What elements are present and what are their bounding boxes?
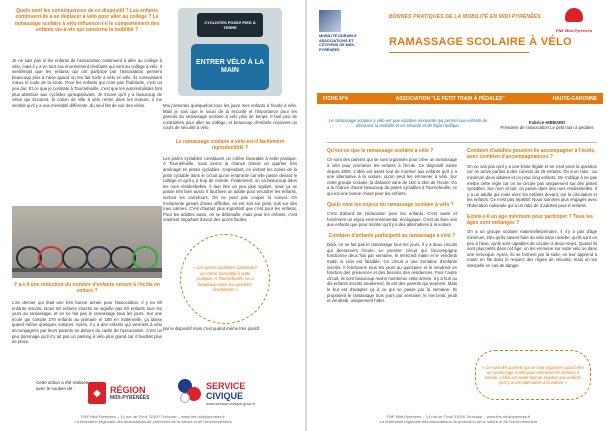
bike-wheel-icon <box>38 246 64 270</box>
question-stakes: Quels sont les enjeux du ramassage scolaire à vélo ? <box>327 201 454 208</box>
answer-car-reduction-end: par le dispositif mais c'est quand même très positif. <box>163 326 261 331</box>
bike-wheel-icon <box>86 246 112 270</box>
answer-consequences: Je ne sais pas si les enfants de l'association continuent à aller au collège à vélo, mais il y a en tout cas énormément d'enfants qui vont au collège à vélo. Il semblerait que les enfants qui ont participé par l'association pensent beaucoup plus à l'aise quand on les fait sortir à vélo en ville, ils connaissent mieux le code de la route. Pour les enfants qui n'ont pas l'habitude, c'est un peu dur. Et ce que je constate à Tournefeuille, c'est que les automobilistes font plus attention aux cyclistes qu'auparavant. Je trouve qu'il y a beaucoup de vélos qui circulent, la notion de ville à vélo rentre dans les mœurs, il me semble qu'il y a une mentalité différente, du seul fait de voir des vélos. <box>12 58 162 108</box>
brand-line: BONNES PRATIQUES DE LA MOBILITÉ EN MIDI-PYRÉNÉES <box>389 14 541 20</box>
pull-quote-box-text: « Ce sont des parents qui se sont organisés pour créer un ramassage à vélo pour emmener les enfants à l'école. L'idée est avant tout de montrer aux enfants qu'il y a une alternative à la voiture » <box>482 364 584 386</box>
info-tab-bar <box>317 93 603 104</box>
answer-stakes: C'est d'abord de l'éducation pour les enfants. C'est aussi et forcément un enjeu environnemental, écologique. C'est de faire voir aux enfants que pour monter qu'il y a des alternatives à la voiture. <box>327 210 457 228</box>
signature-role: Président de l'association Le petit train à pédales <box>500 125 594 131</box>
bike-rack <box>12 268 162 272</box>
answer-reproducible: Les pistes cyclables constituent un critère favorable à cette pratique. À Tournefeuille, nous avons la chance d'avoir un quartier très aménagé en pistes cyclables. Cependant, en évitant les zones de la piste cyclable dans le circuit qu'on emprunte car elle passe devant le collège et qu'il y a trop de monde. Finalement, on va beaucoup dans les rues résidentielles. Il faut être un peu plus vigilant, mais ça se passe très bien aussi. Il faut bien un adulte pour encadrer les enfants, surtout les carrefours. On ne peut pas couper la convoi. On n'emprunte jamais d'axes difficiles, on est soit sur piste, soit sur des rues calmes. C'est d'autant plus important que c'est pour les enfants. Pour les adultes aussi, on se débrouille, mais pour les enfants, c'est vraiment important d'avoir des accès faciles. <box>163 155 297 223</box>
pull-quote-text: « Les pistes cyclables constituent un critère favorable à cette pratique. À Tournefeuille, on a beaucoup dans les quartiers résidentiels » <box>193 265 257 293</box>
page-title: RAMASSAGE SCOLAIRE À VÉLO <box>389 36 572 48</box>
title-underline <box>389 52 529 53</box>
region-logo <box>88 377 164 409</box>
road-sign-photo <box>178 8 282 96</box>
tab-department: HAUTE-GARONNE <box>552 95 597 102</box>
paragraph-school: Moi j'aimerais quelquefois tous les jours mes enfants à l'école à vélo. Mais je sais que le souci de la sécurité et l'importance pour les parents du ramassage scolaire à vélo plus de temps. Il faut peu de contraintes pour aller au collège, et beaucoup d'enfants reçoivent un cours de sécurité à vélo. <box>163 103 297 131</box>
signature-name: Fabrice HIBBARD <box>528 120 566 125</box>
bike-wheel-icon <box>132 246 158 270</box>
service-civique-name-2: CIVIQUE <box>206 390 244 401</box>
right-column-1 <box>327 148 457 304</box>
answer-adults: On ne sait pas qu'il y a une limite légale et on s'est posé la question car on arrive parfois à des convois de 25 enfants. On a un ratio : au minimum deux adultes et un pour cinq enfants. On s'oblige à ne pas mettre cette règle car on ne circule pas uniquement sur des pistes cyclables. Sur mon circuit, on passe dans des rues résidentielles. Il y a un adulte qui roule avec les enfants devant, sur la circulation et les enfants. Ce n'est pas répétitif. Nous sommes plus engagés avec l'Éducation nationale qui a un ratio de 3 adultes pour 6 enfants. <box>467 163 597 208</box>
signature <box>497 120 597 131</box>
partners-label: Cette action a été réalisée avec le soutien de : <box>36 380 89 391</box>
sign-enter-bike-text: ENTRER VÉLO À LA MAIN <box>191 44 269 90</box>
tab-fiche: FICHE N°4 <box>323 95 348 102</box>
service-civique-logo <box>178 375 288 411</box>
tab-association: ASSOCIATION "LE PETIT TRAIN À PÉDALES" <box>395 95 505 102</box>
fne-logo-text: FNE Midi-Pyrénées <box>555 28 593 33</box>
pull-quote-box <box>475 350 591 400</box>
fne-heart-icon <box>565 8 583 22</box>
service-civique-name-1: SERVICE <box>206 380 246 391</box>
region-name: RÉGION <box>110 385 146 395</box>
region-sub: MIDI-PYRÉNÉES <box>110 395 150 401</box>
right-page <box>307 0 610 431</box>
service-civique-url: www.service-civique.gouv.fr <box>206 400 256 406</box>
mobility-logo-text: MOBILITÉ DURABLE ASSOCIATIONS ET CITOYENS DE MIDI-PYRÉNÉES <box>319 34 357 52</box>
answer-what-is: Ce sont des parents qui se sont organisés pour créer un ramassage à vélo pour emmener les enfants à l'école. Ce dispositif existe depuis 2004. L'idée est avant tout de montrer aux enfants qu'il y a une alternative à la voiture, qu'on peut les emmener à vélo. Sur notre groupe scolaire, la distance varie de 1km à 3km de l'école. On a la chance d'avoir beaucoup de pistes cyclables à Tournefeuille, ce qui est une bonne chose pour les enfants. <box>327 157 457 196</box>
bike-wheel-icon <box>62 246 88 270</box>
answer-how-many: Déjà, on ne fait pas le ramassage tous les jours. Il y a deux circuits qui desservent l'école. Le premier circuit qui l'accompagne fonctionne deux fois par semaine, le mercredi matin et le vendredi matin si cela est faisable. Ce circuit a une trentaine d'enfants inscrits. Il fonctionne tous les jours au quinzaine et le vendredi en fonction des présences et des besoins des résidences. Pour l'autre circuit, ils sont beaucoup moins nombreux cette année. Il y a huit ou dix enfants inscrits seulement, ils ont des parents qui viennent. Mais le but est d'adapter ça à ce qui se passe par la semaine. Ils proposent le ramassage trois jours par semaine, le mercredi, jeudi et vendredi, uniquement l'aller. <box>327 242 457 304</box>
right-footer: FNE Midi-Pyrénées – 14 rue de Tivoli 31000 Toulouse – www.fne-midipyrenees.fr La fédération régionale des associations de protection de la nature et de l'environnement <box>379 414 538 424</box>
question-adults: Combien d'adultes peuvent-ils accompagner à l'école, avec combien d'accompagnateurs ? <box>467 148 596 161</box>
mobility-logo <box>319 10 369 50</box>
service-civique-emblem-icon <box>178 379 202 407</box>
bike-rack-photo <box>12 206 162 278</box>
pull-quote-circle <box>180 234 270 324</box>
question-what-is: Qu'est-ce que le ramassage scolaire à vélo ? <box>327 148 434 154</box>
question-min-age: Existe-t-il un âge minimum pour participer ? Tous les âges sont mélangés ? <box>467 213 594 226</box>
intro-text: Le ramassage scolaire à vélo est une initiative innovante qui permet aux enfants de découvrir la mobilité et en sécurité et de façon ludique. <box>328 118 488 129</box>
left-footer: FNE Midi-Pyrénées – 14 rue de Tivoli 31000 Toulouse – www.fne-midipyrenees.fr La fédération régionale des associations de protection de la nature et de l'environnement <box>74 414 232 424</box>
question-reproducible: Le ramassage scolaire à vélo est-il facilement reproductible ? <box>175 138 285 152</box>
column-reproducible <box>163 103 297 223</box>
region-emblem-icon: ◆ <box>88 382 106 404</box>
answer-min-age: On a un groupe scolaire maternelle/primaire, il n'y a pas d'âge minimum. Dès qu'ils savent faire du vélo sans roulette, qu'ils sont un peu à l'aise, qu'ils sont capables de circuler à deux-roues. Quand ils sont plus petits dans cet âge, on les emmène sur notre vélo ou dans une remorque. Après, ils se forment par la suite, on leur apprend à rouler en file dans le respect des règles de sécurité, mais on les interpelle en cas de danger. <box>467 229 597 268</box>
sign-cyclists-text: CYCLISTES POSEZ PIED À TERRE <box>197 13 263 37</box>
divider <box>327 142 597 143</box>
right-column-2 <box>467 148 597 269</box>
question-how-many: Combien d'enfants participent au ramassage à vélo ? <box>328 232 456 239</box>
question-car-reduction: Y a-t-il une réduction du nombre d'enfants venant à l'école en voiture ? <box>14 282 160 295</box>
fne-logo <box>549 8 599 40</box>
question-consequences: Quels sont les conséquences de ce dispositif ? Les enfants continuent-ils à se déplacer à vélo pour aller au collège ? Le ramassage scolaire à vélo influence-t-il le comportement des enfants vis-à-vis qui concerne la mobilité ? <box>14 8 160 34</box>
mobility-logo-icon <box>319 10 341 32</box>
answer-car-reduction: L'an dernier qui était une très bonne année pour l'association, il y eu 60 enfants inscrits. Nous 60 enfants inscrits ne signifie pas 60 enfants tous les jours au ramassage, et on ne fait pas le ramassage tous les jours. Sur une école qui compte 270 enfants au primaire et 180 en maternelle, ça laisse quand même quelques voitures. Après, il y a des enfants qui viennent à vélo accompagnés par leurs parents en dehors du cadre de l'association. C'est un peu dommage qu'il n'y ait pas un parking à vélo plus grand car il faudrait plus de place. <box>12 300 162 345</box>
header-band <box>307 0 610 104</box>
